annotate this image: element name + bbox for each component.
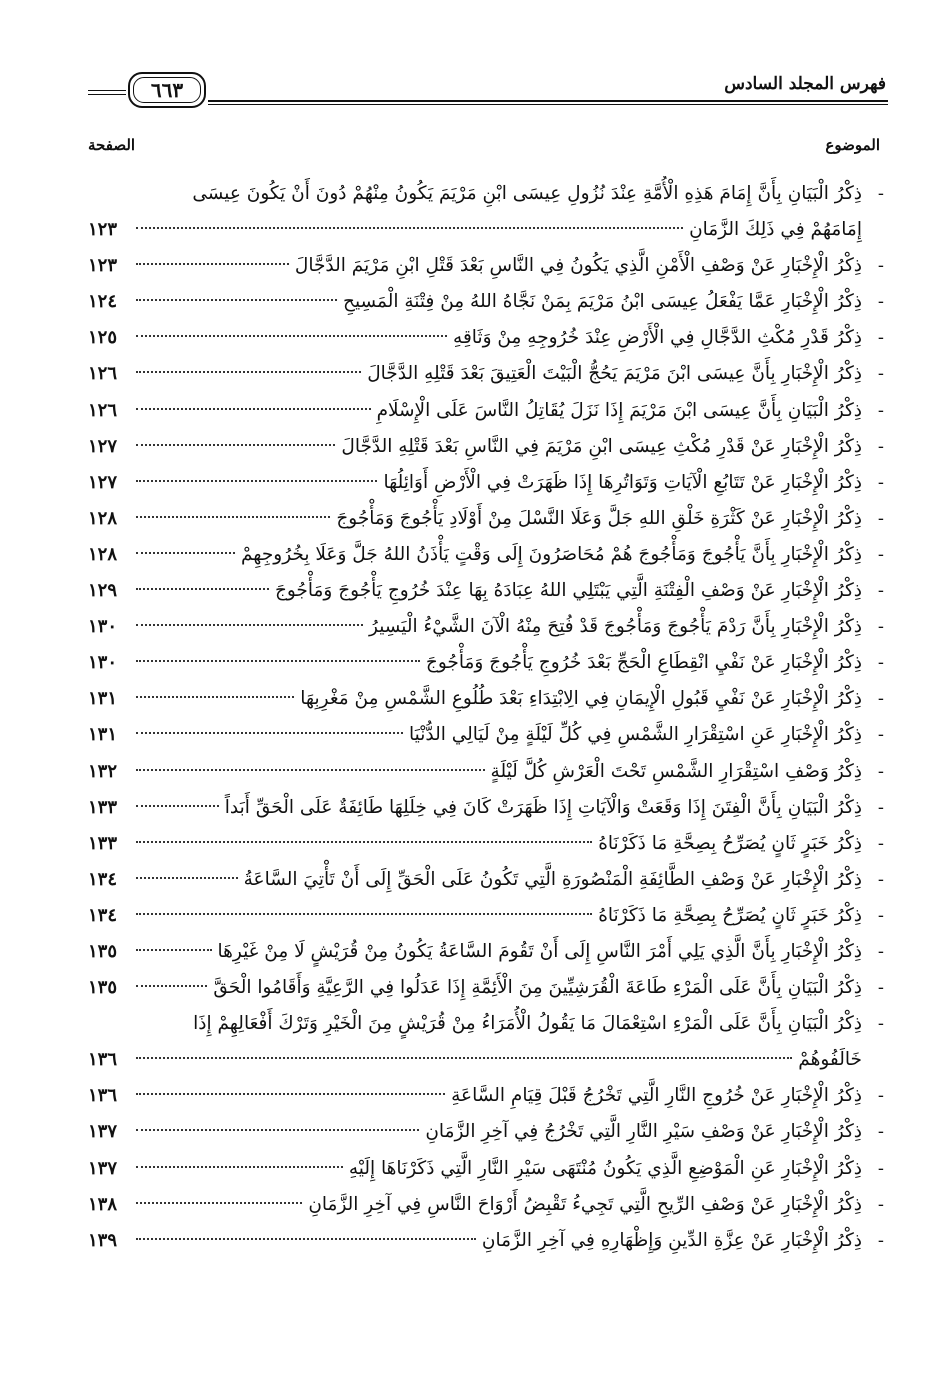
entry-row <box>88 320 862 356</box>
entry-row <box>88 1114 862 1150</box>
entry-bullet: - <box>877 363 884 385</box>
entry-page-number: ١٢٦ <box>88 399 118 421</box>
toc-entry <box>88 465 884 501</box>
entry-bullet: - <box>877 724 884 746</box>
dot-leader <box>136 624 363 626</box>
toc-entry <box>88 790 884 826</box>
entry-title: ذِكْرُ الْإِخْبَارِ عَنْ خُرُوجِ النَّارِ الَّتِي تَخْرُجُ قَبْلَ قِيَامِ السَّاعَةِ <box>451 1085 862 1107</box>
entry-bullet: - <box>877 183 884 204</box>
dot-leader <box>136 1093 445 1095</box>
entry-page-number: ١٣٤ <box>88 904 118 926</box>
entry-row <box>88 645 862 681</box>
entry-title-line: ذِكْرُ الْبَيَانِ بِأَنَّ إِمَامَ هَذِهِ الْأُمَّةِ عِنْدَ نُزُولِ عِيسَى ابْنِ مَرْيَمَ يَكُونُ مِنْهُمْ دُونَ أَنْ يَكُونَ عِيسَى <box>192 183 862 204</box>
entry-bullet: - <box>877 832 884 854</box>
dot-leader <box>136 1166 343 1168</box>
dot-leader <box>136 588 269 590</box>
entry-row <box>88 212 862 248</box>
entry-bullet: - <box>877 471 884 493</box>
header-rule-bottom <box>208 104 888 105</box>
entry-page-number: ١٣٢ <box>88 760 118 782</box>
dot-leader <box>136 371 361 373</box>
entry-page-number: ١٣٠ <box>88 616 118 638</box>
table-of-contents <box>88 176 884 1259</box>
entry-page-number: ١٣٨ <box>88 1193 118 1215</box>
entry-title: ذِكْرُ الْإِخْبَارِ بِأَنَّ الَّذِي يَلِي أَمْرَ النَّاسِ إِلَى أَنْ تَقُومَ السَّاعَةُ يَكُونُ مِنْ قُرَيْشٍ لَا مِنْ غَيْرِهَا <box>217 940 862 962</box>
entry-title: ذِكْرُ الْإِخْبَارِ بِأَنَّ رَدْمَ يَأْجُوجَ وَمَأْجُوجَ قَدْ فُتِحَ مِنْهُ الْآنَ الشَّيْءُ الْيَسِيرُ <box>368 616 862 638</box>
dot-leader <box>136 480 377 482</box>
entry-page-number: ١٣٧ <box>88 1157 118 1179</box>
toc-entry <box>88 284 884 320</box>
entry-row <box>88 501 862 537</box>
entry-row <box>88 537 862 573</box>
entry-row <box>88 356 862 392</box>
entry-title: ذِكْرُ الْإِخْبَارِ عَنِ اسْتِقْرَارِ الشَّمْسِ فِي كُلِّ لَيْلَةٍ مِنْ لَيَالِي الدُّنْيَا <box>409 724 862 746</box>
toc-entry <box>88 754 884 790</box>
entry-title: ذِكْرُ الْبَيَانِ بِأَنَّ الْفِتَنَ إِذَا وَقَعَتْ وَالْآيَاتِ إِذَا ظَهَرَتْ كَانَ فِي خِلَلِهَا طَائِفَةٌ عَلَى الْحَقِّ أَبَداً <box>224 796 862 818</box>
entry-bullet: - <box>877 435 884 457</box>
header-rule-left-top <box>88 90 126 91</box>
entry-bullet: - <box>877 652 884 674</box>
dot-leader <box>136 1202 302 1204</box>
entry-row <box>88 573 862 609</box>
entry-row <box>88 934 862 970</box>
entry-page-number: ١٣٣ <box>88 796 118 818</box>
toc-entry <box>88 1223 884 1259</box>
entry-page-number: ١٢٩ <box>88 580 118 602</box>
entry-row <box>88 284 862 320</box>
entry-page-number: ١٣٤ <box>88 868 118 890</box>
entry-bullet: - <box>877 1229 884 1251</box>
entry-title: ذِكْرُ خَبَرٍ ثَانٍ يُصَرِّحُ بِصِحَّةِ مَا ذَكَرْنَاهُ <box>598 904 862 926</box>
entry-page-number: ١٣٥ <box>88 977 118 999</box>
entry-bullet: - <box>877 1013 884 1035</box>
entry-page-number: ١٢٣ <box>88 219 118 241</box>
entry-page-number: ١٢٧ <box>88 435 118 457</box>
toc-entry <box>88 862 884 898</box>
entry-page-number: ١٣٦ <box>88 1049 118 1071</box>
entry-bullet: - <box>877 688 884 710</box>
dot-leader <box>136 263 289 265</box>
entry-row <box>88 970 862 1006</box>
entry-row <box>88 681 862 717</box>
entry-row <box>88 862 862 898</box>
entry-title: ذِكْرُ الْإِخْبَارِ عَنْ وَصْفِ الطَّائِفَةِ الْمَنْصُورَةِ الَّتِي تَكُونُ عَلَى الْحَقِّ إِلَى أَنْ تَأْتِيَ السَّاعَةُ <box>243 868 862 890</box>
dot-leader <box>136 985 207 987</box>
dot-leader <box>136 1238 476 1240</box>
toc-entry <box>88 248 884 284</box>
entry-page-number: ١٣٣ <box>88 832 118 854</box>
entry-page-number: ١٢٤ <box>88 291 118 313</box>
entry-row <box>88 1042 862 1078</box>
dot-leader <box>136 299 337 301</box>
entry-bullet: - <box>877 507 884 529</box>
entry-title: ذِكْرُ قَدْرِ مُكْثِ الدَّجَّالِ فِي الْأَرْضِ عِنْدَ خُرُوجِهِ مِنْ وَثَاقِهِ <box>453 327 862 349</box>
dot-leader <box>136 696 294 698</box>
toc-entry <box>88 1187 884 1223</box>
entry-title: ذِكْرُ الْإِخْبَارِ عَنْ عِزَّةِ الدِّينِ وَإِظْهَارِهِ فِي آخِرِ الزَّمَانِ <box>481 1229 862 1251</box>
toc-entry <box>88 573 884 609</box>
entry-row <box>88 393 862 429</box>
entry-row <box>88 1151 862 1187</box>
running-title: فهرس المجلد السادس <box>724 74 886 94</box>
dot-leader <box>136 227 683 229</box>
toc-entry <box>88 645 884 681</box>
entry-row <box>88 248 862 284</box>
entry-page-number: ١٢٨ <box>88 507 118 529</box>
entry-bullet: - <box>877 1085 884 1107</box>
toc-entry <box>88 429 884 465</box>
entry-row <box>88 898 862 934</box>
column-heading-topic: الموضوع <box>825 136 880 154</box>
dot-leader <box>136 516 330 518</box>
toc-entry <box>88 356 884 392</box>
entry-row <box>88 1223 862 1259</box>
toc-entry <box>88 717 884 753</box>
entry-row <box>88 826 862 862</box>
entry-bullet: - <box>877 1157 884 1179</box>
entry-bullet: - <box>877 616 884 638</box>
page-number: ٦٦٣ <box>150 78 184 102</box>
toc-entry <box>88 898 884 934</box>
entry-title: ذِكْرُ الْإِخْبَارِ عَنْ وَصْفِ الْفِتْنَةِ الَّتِي يَبْتَلِي اللهُ عِبَادَهُ بِهَا عِنْدَ خُرُوجِ يَأْجُوجَ وَمَأْجُوجَ <box>274 580 862 602</box>
toc-entry <box>88 393 884 429</box>
dot-leader <box>136 1129 419 1131</box>
dot-leader <box>136 805 219 807</box>
page-number-frame <box>128 72 206 108</box>
dot-leader <box>136 1057 792 1059</box>
dot-leader <box>136 769 485 771</box>
dot-leader <box>136 444 335 446</box>
toc-entry <box>88 1078 884 1114</box>
toc-entry <box>88 501 884 537</box>
entry-page-number: ١٣١ <box>88 724 118 746</box>
toc-entry <box>88 320 884 356</box>
entry-bullet: - <box>877 580 884 602</box>
entry-title: ذِكْرُ الْإِخْبَارِ عَنْ وَصْفِ الرِّيحِ الَّتِي تَجِيءُ تَقْبِضُ أَرْوَاحَ النَّاسِ فِي آخِرِ الزَّمَانِ <box>308 1193 862 1215</box>
entry-page-number: ١٣٥ <box>88 940 118 962</box>
entry-title: ذِكْرُ الْإِخْبَارِ بِأَنَّ عِيسَى ابْنَ مَرْيَمَ يَحُجُّ الْبَيْتَ الْعَتِيقَ بَعْدَ قَتْلِهِ الدَّجَّالَ <box>367 363 862 385</box>
entry-row <box>88 429 862 465</box>
entry-row <box>88 1187 862 1223</box>
entry-page-number: ١٢٥ <box>88 327 118 349</box>
entry-title: ذِكْرُ الْإِخْبَارِ عَنِ الْمَوْضِعِ الَّذِي يَكُونُ مُنْتَهَى سَيْرِ النَّارِ الَّتِي ذَكَرْنَاهَا إِلَيْهِ <box>348 1157 862 1179</box>
entry-page-number: ١٣٧ <box>88 1121 118 1143</box>
dot-leader <box>136 660 420 662</box>
page-header <box>88 72 888 116</box>
entry-row <box>88 609 862 645</box>
toc-entry <box>88 609 884 645</box>
entry-bullet: - <box>877 760 884 782</box>
entry-page-number: ١٢٨ <box>88 543 118 565</box>
dot-leader <box>136 552 235 554</box>
entry-page-number: ١٢٣ <box>88 255 118 277</box>
entry-bullet: - <box>877 543 884 565</box>
toc-entry <box>88 934 884 970</box>
entry-bullet: - <box>877 255 884 277</box>
toc-entry <box>88 537 884 573</box>
entry-title: إِمَامَهُمْ فِي ذَلِكَ الزَّمَانِ <box>689 219 862 241</box>
dot-leader <box>136 949 212 951</box>
entry-bullet: - <box>877 1193 884 1215</box>
entry-row <box>88 717 862 753</box>
toc-entry <box>88 1114 884 1150</box>
header-rule-top <box>208 100 888 102</box>
entry-bullet: - <box>877 940 884 962</box>
entry-page-number: ١٣٦ <box>88 1085 118 1107</box>
entry-title: ذِكْرُ الْإِخْبَارِ عَنْ نَفْيِ انْقِطَاعِ الْحَجِّ بَعْدَ خُرُوجِ يَأْجُوجَ وَمَأْجُوجَ <box>425 652 862 674</box>
entry-title: ذِكْرُ الْبَيَانِ بِأَنَّ عَلَى الْمَرْءِ طَاعَةَ الْقُرَشِيِّينَ مِنَ الْأَئِمَّةِ إِذَا عَدَلُوا فِي الرَّعِيَّةِ وَأَقَامُوا الْحَقَّ <box>213 977 862 999</box>
dot-leader <box>136 841 592 843</box>
entry-bullet: - <box>877 1121 884 1143</box>
entry-title: ذِكْرُ خَبَرٍ ثَانٍ يُصَرِّحُ بِصِحَّةِ مَا ذَكَرْنَاهُ <box>598 832 862 854</box>
header-rule-left-bottom <box>88 94 126 95</box>
entry-title-line: ذِكْرُ الْبَيَانِ بِأَنَّ عَلَى الْمَرْءِ اسْتِعْمَالَ مَا يَقُولُ الْأُمَرَاءُ مِنْ قُرَيْشٍ مِنَ الْخَيْرِ وَتَرْكَ أَفْعَالِهِمْ إِذَا <box>193 1013 862 1035</box>
entry-bullet: - <box>877 327 884 349</box>
dot-leader <box>136 732 403 734</box>
entry-bullet: - <box>877 291 884 313</box>
entry-bullet: - <box>877 796 884 818</box>
entry-title: ذِكْرُ الْإِخْبَارِ عَمَّا يَفْعَلُ عِيسَى ابْنُ مَرْيَمَ بِمَنْ نَجَّاهُ اللهُ مِنْ فِتْنَةِ الْمَسِيحِ <box>343 291 862 313</box>
entry-title: ذِكْرُ الْإِخْبَارِ عَنْ تَتَابُعِ الْآيَاتِ وَتَوَاتُرِهَا إِذَا ظَهَرَتْ فِي الْأَرْضِ أَوَائِلُهَا <box>383 471 862 493</box>
toc-entry <box>88 176 884 248</box>
toc-entry <box>88 826 884 862</box>
entry-page-number: ١٣٠ <box>88 652 118 674</box>
entry-bullet: - <box>877 904 884 926</box>
entry-title: خَالَفُوهُمْ <box>798 1049 862 1071</box>
toc-entry <box>88 970 884 1006</box>
entry-title: ذِكْرُ الْإِخْبَارِ عَنْ كَثْرَةِ خَلْقِ اللهِ جَلَّ وَعَلَا النَّسْلَ مِنْ أَوْلَادِ يَأْجُوجَ وَمَأْجُوجَ <box>336 507 862 529</box>
entry-page-number: ١٣١ <box>88 688 118 710</box>
entry-title: ذِكْرُ وَصْفِ اسْتِقْرَارِ الشَّمْسِ تَحْتَ الْعَرْشِ كُلَّ لَيْلَةٍ <box>490 760 862 782</box>
toc-entry <box>88 1006 884 1078</box>
dot-leader <box>136 408 371 410</box>
entry-row <box>88 465 862 501</box>
toc-entry <box>88 1151 884 1187</box>
entry-title: ذِكْرُ الْإِخْبَارِ عَنْ قَدْرِ مُكْثِ عِيسَى ابْنِ مَرْيَمَ فِي النَّاسِ بَعْدَ قَتْلِهِ الدَّجَّالَ <box>341 435 862 457</box>
entry-page-number: ١٣٩ <box>88 1229 118 1251</box>
entry-title: ذِكْرُ الْبَيَانِ بِأَنَّ عِيسَى ابْنَ مَرْيَمَ إِذَا نَزَلَ يُقَاتِلُ النَّاسَ عَلَى الْإِسْلَامِ <box>376 399 862 421</box>
entry-title: ذِكْرُ الْإِخْبَارِ بِأَنَّ يَأْجُوجَ وَمَأْجُوجَ هُمْ مُحَاصَرُونَ إِلَى وَقْتٍ يَأْذَنُ اللهُ جَلَّ وَعَلَا بِخُرُوجِهِمْ <box>240 543 862 565</box>
dot-leader <box>136 335 447 337</box>
entry-row <box>88 1078 862 1114</box>
entry-bullet: - <box>877 868 884 890</box>
entry-page-number: ١٢٦ <box>88 363 118 385</box>
entry-title: ذِكْرُ الْإِخْبَارِ عَنْ نَفْيِ قَبُولِ الْإِيمَانِ فِي الِابْتِدَاءِ بَعْدَ طُلُوعِ الشَّمْسِ مِنْ مَغْرِبِهَا <box>300 688 862 710</box>
entry-page-number: ١٢٧ <box>88 471 118 493</box>
entry-row <box>88 790 862 826</box>
entry-bullet: - <box>877 977 884 999</box>
entry-title: ذِكْرُ الْإِخْبَارِ عَنْ وَصْفِ سَيْرِ النَّارِ الَّتِي تَخْرُجُ فِي آخِرِ الزَّمَانِ <box>425 1121 862 1143</box>
entry-bullet: - <box>877 399 884 421</box>
toc-entry <box>88 681 884 717</box>
column-heading-page: الصفحة <box>88 136 136 154</box>
entry-row <box>88 754 862 790</box>
dot-leader <box>136 877 238 879</box>
entry-title: ذِكْرُ الْإِخْبَارِ عَنْ وَصْفِ الْأَمْنِ الَّذِي يَكُونُ فِي النَّاسِ بَعْدَ قَتْلِ ابْنِ مَرْيَمَ الدَّجَّالَ <box>294 255 862 277</box>
dot-leader <box>136 913 592 915</box>
